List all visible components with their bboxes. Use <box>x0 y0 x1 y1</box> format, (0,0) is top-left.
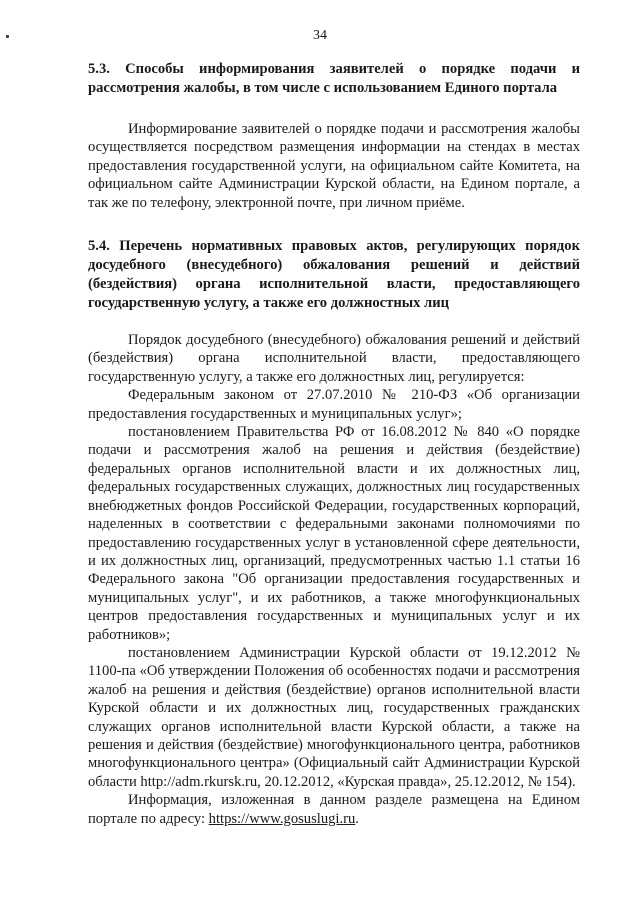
section-5-3-paragraph: Информирование заявителей о порядке подачи и рассмотрения жалобы осуществляется посредством размещения информации на стендах в местах предоставления государственной услуги, на официальном сайте Комитета, на официальном сайте Администрации Курской области, на Едином портале, а так же по телефону, электронной почте, при личном приёме. <box>88 121 580 211</box>
document-body <box>88 58 580 828</box>
legal-act-item-2: постановлением Правительства РФ от 16.08.2012 № 840 «О порядке подачи и рассмотрения жалоб на решения и действия (бездействие) федеральных органов исполнительной власти и их должностных лиц, федеральных государственных служащих, должностных лиц государственных внебюджетных фондов Российской Федерации, государственных корпораций, наделенных в соответствии с федеральными законами полномочиями по предоставлению государственных услуг в установленной сфере деятельности, и их должностных лиц, организаций, предусмотренных частью 1.1 статьи 16 Федерального закона "Об организации предоставления государственных и муниципальных услуг", и их работников, а также многофункциональных центров предоставления государственных и муниципальных услуг и их работников»; <box>88 424 580 643</box>
legal-act-item-3: постановлением Администрации Курской области от 19.12.2012 № 1100-па «Об утверждении Положения об особенностях подачи и рассмотрения жалоб на решения и действия (бездействие) органов исполнительной власти Курской области и их должностных лиц, государственных гражданских служащих органов исполнительной власти Курской области, а также на решения и действия (бездействие) многофункционального центра, работников многофункционального центра» (Официальный сайт Администрации Курской области http://adm.rkursk.ru, 20.12.2012, «Курская правда», 25.12.2012, № 154). <box>88 644 580 790</box>
legal-act-item-1: Федеральным законом от 27.07.2010 № 210-ФЗ «Об организации предоставления государственных и муниципальных услуг»; <box>88 387 580 422</box>
gosuslugi-link[interactable]: https://www.gosuslugi.ru <box>208 810 356 827</box>
closing-paragraph <box>88 791 580 828</box>
closing-end: . <box>355 810 359 827</box>
section-5-4-heading: 5.4. Перечень нормативных правовых актов, регулирующих порядок досудебного (внесудебного) обжалования решений и действий (бездействия) органа исполнительной власти, предоставляющего государственную услугу, а также его должностных лиц <box>88 238 580 312</box>
page-number: 34 <box>313 28 327 43</box>
section-5-4-intro: Порядок досудебного (внесудебного) обжалования решений и действий (бездействия) органа исполнительной власти, предоставляющего государственную услугу, а также его должностных лиц, регулируется: <box>88 332 580 385</box>
closing-text: Информация, изложенная в данном разделе размещена на Едином портале по адресу: <box>88 792 580 827</box>
section-5-3-heading: 5.3. Способы информирования заявителей о порядке подачи и рассмотрения жалобы, в том числе с использованием Единого портала <box>88 61 580 96</box>
